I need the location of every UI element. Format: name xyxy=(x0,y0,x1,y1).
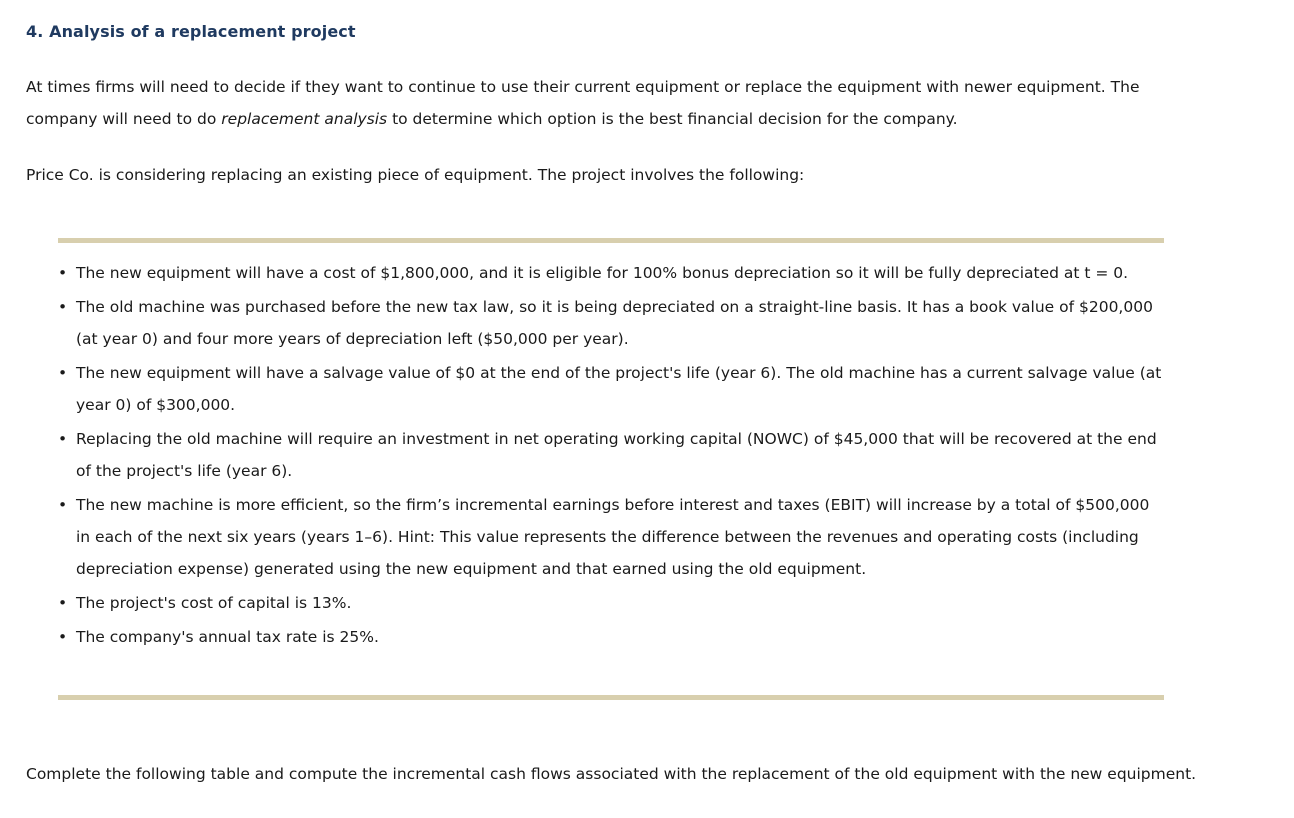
list-item xyxy=(58,423,1164,487)
intro-emphasis: replacement analysis xyxy=(221,110,388,128)
list-item xyxy=(58,587,1164,619)
problem-heading: 4. Analysis of a replacement project xyxy=(26,22,356,41)
list-item-text: The new machine is more efficient, so the firm’s incremental earnings before interest and taxes (EBIT) will increase by a total of $500,000 in each of the next six years (years 1–6). Hint: This value represents the difference between the revenues and operating costs (including depreciation expense) generated using the new equipment and that earned using the old equipment. xyxy=(76,496,1150,578)
bullet-icon: • xyxy=(58,594,68,612)
project-details-box xyxy=(58,238,1164,700)
list-item xyxy=(58,357,1164,421)
list-item-text: The company's annual tax rate is 25%. xyxy=(76,628,379,646)
bullet-icon: • xyxy=(58,298,68,316)
bullet-icon: • xyxy=(58,628,68,646)
project-details-list xyxy=(58,257,1164,655)
list-item-text: The new equipment will have a cost of $1,800,000, and it is eligible for 100% bonus depreciation so it will be fully depreciated at t = 0. xyxy=(76,264,1129,282)
setup-paragraph: Price Co. is considering replacing an existing piece of equipment. The project involves the following: xyxy=(26,166,805,184)
list-item xyxy=(58,621,1164,653)
bullet-icon: • xyxy=(58,264,68,282)
instruction-paragraph: Complete the following table and compute the incremental cash flows associated with the replacement of the old equipment with the new equipment. xyxy=(26,765,1197,783)
list-item xyxy=(58,291,1164,355)
bullet-icon: • xyxy=(58,364,68,382)
list-item xyxy=(58,257,1164,289)
intro-text-end: to determine which option is the best financial decision for the company. xyxy=(387,110,958,128)
list-item-text: Replacing the old machine will require an investment in net operating working capital (NOWC) of $45,000 that will be recovered at the end of the project's life (year 6). xyxy=(76,430,1157,480)
bullet-icon: • xyxy=(58,430,68,448)
intro-text-start: At times firms will need to decide if they want to continue to use their current equipment or replace the equipment with newer equipment. The company will need to do xyxy=(26,78,1140,128)
bullet-icon: • xyxy=(58,496,68,514)
intro-paragraph xyxy=(26,71,1196,135)
list-item-text: The old machine was purchased before the new tax law, so it is being depreciated on a straight-line basis. It has a book value of $200,000 (at year 0) and four more years of depreciation left ($50,000 per year). xyxy=(76,298,1153,348)
list-item-text: The new equipment will have a salvage value of $0 at the end of the project's life (year 6). The old machine has a current salvage value (at year 0) of $300,000. xyxy=(76,364,1162,414)
list-item-text: The project's cost of capital is 13%. xyxy=(76,594,352,612)
list-item xyxy=(58,489,1164,585)
